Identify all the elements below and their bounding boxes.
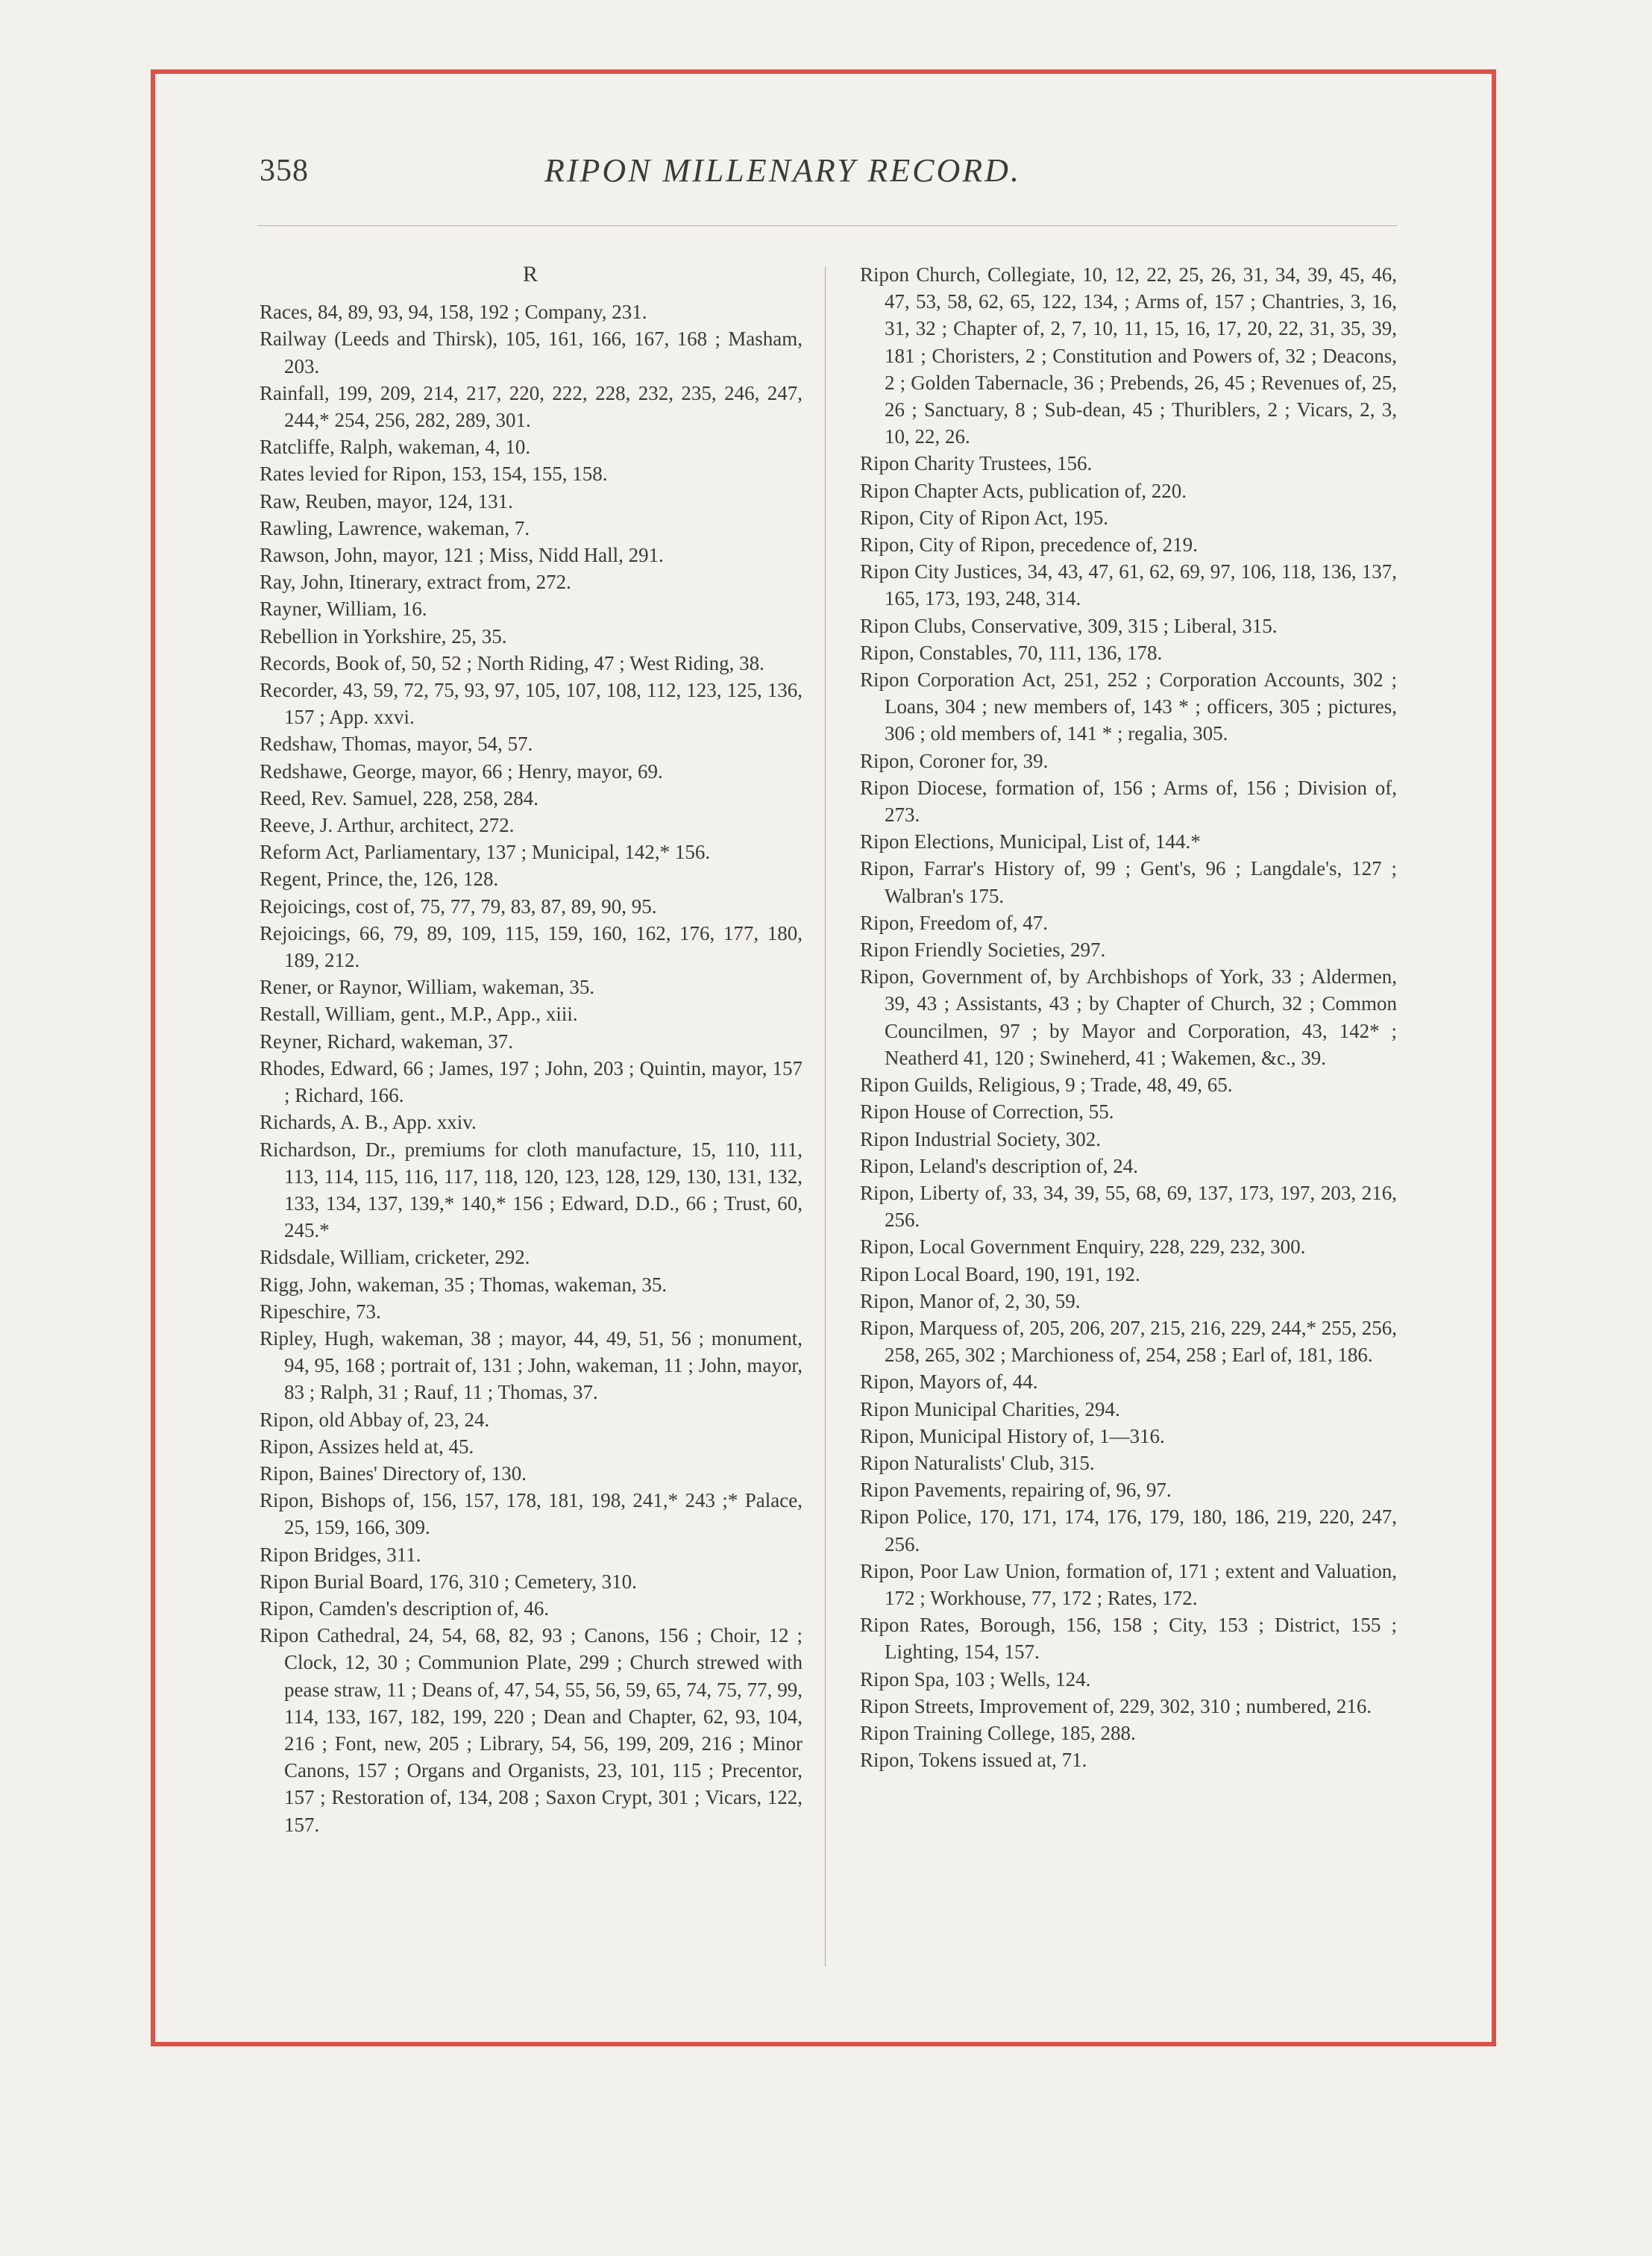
index-entry: Ripon City Justices, 34, 43, 47, 61, 62, 69, 97, 106, 118, 136, 137, 165, 173, 193, 248, 314. — [860, 560, 1397, 610]
index-entry: Ripon, Municipal History of, 1—316. — [860, 1424, 1165, 1447]
page-number: 358 — [260, 154, 309, 188]
index-entry: Richards, A. B., App. xxiv. — [260, 1111, 477, 1134]
index-entry: Ripon, Coroner for, 39. — [860, 749, 1049, 772]
index-entry: Ripon, Leland's description of, 24. — [860, 1154, 1139, 1177]
index-column-left — [260, 261, 803, 1838]
index-entry: Ripon, old Abbay of, 23, 24. — [260, 1408, 490, 1431]
index-entry: Rhodes, Edward, 66 ; James, 197 ; John, 203 ; Quintin, mayor, 157 ; Richard, 166. — [260, 1056, 803, 1107]
index-entry: Ripon, Camden's description of, 46. — [260, 1597, 550, 1620]
index-entry: Ripon Spa, 103 ; Wells, 124. — [860, 1667, 1091, 1691]
index-entry: Redshaw, Thomas, mayor, 54, 57. — [260, 733, 533, 756]
index-entry: Ripon Pavements, repairing of, 96, 97. — [860, 1479, 1172, 1502]
index-entry: Reed, Rev. Samuel, 228, 258, 284. — [260, 786, 538, 809]
index-entry: Ripon, Bishops of, 156, 157, 178, 181, 198, 241,* 243 ;* Palace, 25, 159, 166, 309. — [260, 1489, 803, 1539]
index-entry: Ripon Church, Collegiate, 10, 12, 22, 25, 26, 31, 34, 39, 45, 46, 47, 53, 58, 62, 65, 122, 134, ; Arms of, 157 ; Chantries, 3, 16, 31, 32 ; Chapter of, 2, 7, 10, 11, 15, 16, 17, 20, 22, 31, 35, 39, 181 ; Choristers, 2 ; Constitution and Powers of, 32 ; Deacons, 2 ; Golden Tabernacle, 36 ; Prebends, 26, 45 ; Revenues of, 25, 26 ; Sanctuary, 8 ; Sub-dean, 45 ; Thuriblers, 2 ; Vicars, 2, 3, 10, 22, 26. — [860, 263, 1397, 448]
index-entry: Ridsdale, William, cricketer, 292. — [260, 1246, 530, 1269]
index-entry: Rener, or Raynor, William, wakeman, 35. — [260, 976, 595, 999]
index-entry: Restall, William, gent., M.P., App., xiii. — [260, 1003, 578, 1026]
index-entry: Ripeschire, 73. — [260, 1300, 381, 1323]
column-divider — [825, 267, 826, 1967]
index-entry: Ray, John, Itinerary, extract from, 272. — [260, 571, 571, 594]
index-entry: Ripon, Assizes held at, 45. — [260, 1435, 474, 1458]
section-letter: R — [522, 262, 539, 286]
index-entry: Ripon Corporation Act, 251, 252 ; Corporation Accounts, 302 ; Loans, 304 ; new members of, 143 * ; officers, 305 ; pictures, 306 ; old members of, 141 * ; regalia, 305. — [860, 668, 1397, 745]
index-entry: Ripon, Farrar's History of, 99 ; Gent's, 96 ; Langdale's, 127 ; Walbran's 175. — [860, 857, 1397, 907]
index-entry: Ripon Friendly Societies, 297. — [860, 939, 1106, 962]
index-column-right — [860, 261, 1397, 1773]
index-entry: Ripon, Liberty of, 33, 34, 39, 55, 68, 69, 137, 173, 197, 203, 216, 256. — [860, 1181, 1397, 1232]
index-entry: Reeve, J. Arthur, architect, 272. — [260, 814, 515, 837]
index-entry: Ripon, Manor of, 2, 30, 59. — [860, 1289, 1081, 1312]
index-entry: Ripon House of Correction, 55. — [860, 1100, 1114, 1124]
index-entry: Ripon Local Board, 190, 191, 192. — [860, 1262, 1140, 1285]
index-entry: Ripon Streets, Improvement of, 229, 302, 310 ; numbered, 216. — [860, 1694, 1372, 1717]
index-entry: Recorder, 43, 59, 72, 75, 93, 97, 105, 107, 108, 112, 123, 125, 136, 157 ; App. xxvi. — [260, 679, 803, 729]
index-entry: Ripon, Local Government Enquiry, 228, 229, 232, 300. — [860, 1235, 1306, 1259]
index-entry: Ripon Burial Board, 176, 310 ; Cemetery, 310. — [260, 1570, 637, 1593]
index-entry: Races, 84, 89, 93, 94, 158, 192 ; Company, 231. — [260, 301, 647, 324]
index-entry: Rainfall, 199, 209, 214, 217, 220, 222, 228, 232, 235, 246, 247, 244,* 254, 256, 282, 289, 301. — [260, 381, 803, 432]
index-entry: Ripon, City of Ripon, precedence of, 219. — [860, 533, 1198, 557]
index-entry: Ripon, Freedom of, 47. — [860, 911, 1048, 934]
index-entry: Ripley, Hugh, wakeman, 38 ; mayor, 44, 49, 51, 56 ; monument, 94, 95, 168 ; portrait of, 131 ; John, wakeman, 11 ; John, mayor, 83 ; Ralph, 31 ; Rauf, 11 ; Thomas, 37. — [260, 1326, 803, 1404]
header-rule — [257, 225, 1397, 226]
running-title: RIPON MILLENARY RECORD. — [544, 152, 1021, 189]
index-entry: Ripon Clubs, Conservative, 309, 315 ; Liberal, 315. — [860, 614, 1278, 637]
index-entry: Richardson, Dr., premiums for cloth manufacture, 15, 110, 111, 113, 114, 115, 116, 117, 118, 120, 123, 128, 129, 130, 131, 132, 133, 134, 137, 139,* 140,* 156 ; Edward, D.D., 66 ; Trust, 60, 245.* — [260, 1138, 803, 1242]
index-entry: Rawson, John, mayor, 121 ; Miss, Nidd Hall, 291. — [260, 544, 664, 567]
index-entry: Ripon, Tokens issued at, 71. — [860, 1749, 1087, 1772]
index-entry: Redshawe, George, mayor, 66 ; Henry, mayor, 69. — [260, 759, 663, 783]
index-entry: Regent, Prince, the, 126, 128. — [260, 868, 499, 891]
index-entry: Ripon Diocese, formation of, 156 ; Arms of, 156 ; Division of, 273. — [860, 776, 1397, 827]
index-entry: Ripon Charity Trustees, 156. — [860, 452, 1093, 475]
index-entry: Railway (Leeds and Thirsk), 105, 161, 166, 167, 168 ; Masham, 203. — [260, 328, 803, 377]
index-entry: Ripon, Baines' Directory of, 130. — [260, 1461, 527, 1485]
index-entry: Rates levied for Ripon, 153, 154, 155, 158. — [260, 463, 608, 486]
index-entry: Ripon Rates, Borough, 156, 158 ; City, 153 ; District, 155 ; Lighting, 154, 157. — [860, 1614, 1397, 1664]
index-entry: Ripon Cathedral, 24, 54, 68, 82, 93 ; Canons, 156 ; Choir, 12 ; Clock, 12, 30 ; Communion Plate, 299 ; Church strewed with pease straw, 11 ; Deans of, 47, 54, 55, 56, 59, 65, 74, 75, 77, 99, 114, 133, 167, 182, 199, 220 ; Dean and Chapter, 62, 93, 104, 216 ; Font, new, 205 ; Library, 54, 56, 199, 209, 216 ; Minor Canons, 157 ; Organs and Organists, 23, 101, 115 ; Precentor, 157 ; Restoration of, 134, 208 ; Saxon Crypt, 301 ; Vicars, 122, 157. — [260, 1624, 803, 1836]
index-entry: Rejoicings, cost of, 75, 77, 79, 83, 87, 89, 90, 95. — [260, 894, 657, 918]
index-entry: Ripon, Mayors of, 44. — [860, 1370, 1038, 1394]
index-entry: Records, Book of, 50, 52 ; North Riding, 47 ; West Riding, 38. — [260, 651, 764, 674]
index-entry: Ripon Guilds, Religious, 9 ; Trade, 48, 49, 65. — [860, 1074, 1233, 1097]
index-entry: Ripon Naturalists' Club, 315. — [860, 1451, 1095, 1474]
index-entry: Ripon, Constables, 70, 111, 136, 178. — [860, 641, 1163, 664]
index-entry: Ripon Elections, Municipal, List of, 144.* — [860, 830, 1201, 853]
index-entry: Raw, Reuben, mayor, 124, 131. — [260, 489, 513, 513]
index-entry: Reyner, Richard, wakeman, 37. — [260, 1030, 514, 1053]
index-entry: Rayner, William, 16. — [260, 598, 427, 621]
index-entry: Rigg, John, wakeman, 35 ; Thomas, wakeman, 35. — [260, 1273, 668, 1296]
index-entry: Rawling, Lawrence, wakeman, 7. — [260, 516, 530, 539]
index-entry: Ripon Police, 170, 171, 174, 176, 179, 180, 186, 219, 220, 247, 256. — [860, 1505, 1397, 1555]
index-entry: Ripon Training College, 185, 288. — [860, 1721, 1136, 1744]
index-entry: Ripon, Government of, by Archbishops of York, 33 ; Aldermen, 39, 43 ; Assistants, 43 ; by Chapter of Church, 32 ; Common Councilmen, 97 ; by Mayor and Corporation, 43, 142* ; Neatherd 41, 120 ; Swineherd, 41 ; Wakemen, &c., 39. — [860, 965, 1397, 1069]
index-entry: Ratcliffe, Ralph, wakeman, 4, 10. — [260, 436, 531, 459]
index-entry: Ripon, Marquess of, 205, 206, 207, 215, 216, 229, 244,* 255, 256, 258, 265, 302 ; Marchioness of, 254, 258 ; Earl of, 181, 186. — [860, 1316, 1397, 1367]
index-entry: Ripon, Poor Law Union, formation of, 171 ; extent and Valuation, 172 ; Workhouse, 77, 172 ; Rates, 172. — [860, 1559, 1397, 1609]
index-entry: Ripon, City of Ripon Act, 195. — [860, 506, 1109, 529]
index-entry: Ripon Chapter Acts, publication of, 220. — [860, 479, 1187, 502]
index-entry: Rebellion in Yorkshire, 25, 35. — [260, 624, 507, 648]
index-entry: Rejoicings, 66, 79, 89, 109, 115, 159, 160, 162, 176, 177, 180, 189, 212. — [260, 921, 803, 972]
index-entry: Ripon Industrial Society, 302. — [860, 1127, 1101, 1150]
index-entry: Ripon Bridges, 311. — [260, 1543, 421, 1566]
index-entry: Ripon Municipal Charities, 294. — [860, 1397, 1120, 1420]
index-entry: Reform Act, Parliamentary, 137 ; Municipal, 142,* 156. — [260, 841, 711, 864]
